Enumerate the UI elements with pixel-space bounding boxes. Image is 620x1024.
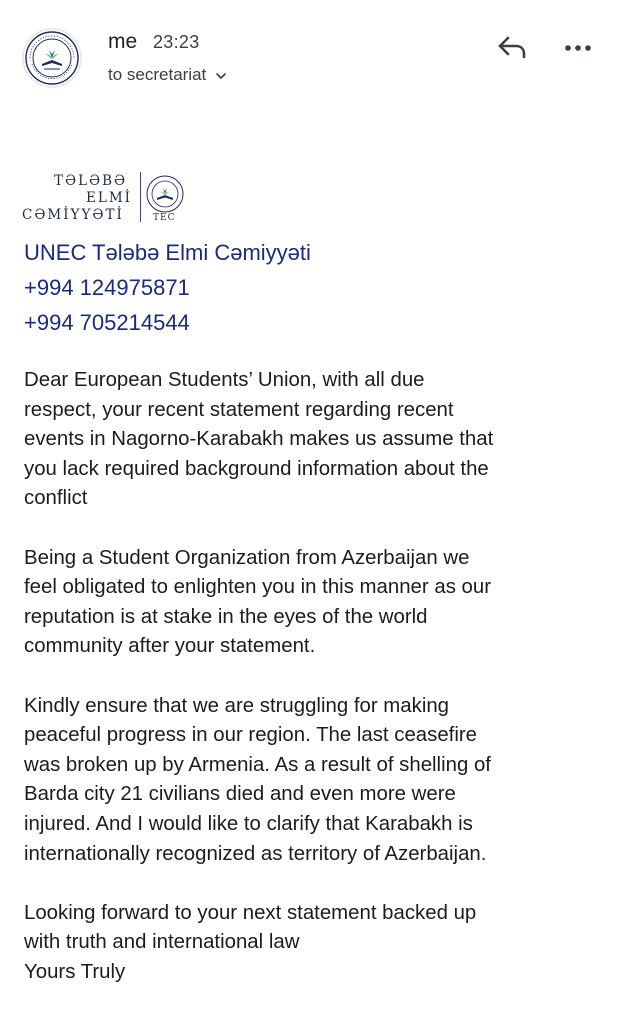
email-time: 23:23 [153,32,200,52]
signature-logo [22,170,176,228]
body-paragraph-4: Looking forward to your next statement backed up with truth and international law Yours Truly [24,901,477,983]
signature-org-name: UNEC Tələbə Elmi Cəmiyyəti [24,240,311,265]
logo-divider [140,172,141,222]
body-paragraph-1: Dear European Students’ Union, with all due respect, your recent statement regarding recent events in Nagorno-Karabakh makes us assume that you lack required background information about the conflict [24,369,494,510]
signature-phone-2[interactable]: +994 705214544 [24,310,190,335]
logo-tag: TEC [153,213,176,223]
more-options-button[interactable] [560,30,596,66]
reply-button[interactable] [494,30,530,66]
sender-name[interactable]: me [108,30,138,53]
body-paragraph-2: Being a Student Organization from Azerbaijan we feel obligated to enlighten you in this manner as our reputation is at stake in the eyes of the world community after your statement. [24,546,492,658]
reply-icon [494,30,530,66]
more-horizontal-icon [560,30,596,66]
logo-word-2: ELMİ [86,190,132,206]
sender-avatar[interactable] [22,28,82,88]
recipients-toggle[interactable] [108,65,227,85]
signature-phone-1[interactable]: +994 124975871 [24,275,190,300]
recipients-label: to secretariat [108,65,207,84]
email-header [0,0,620,110]
logo-word-1: TƏLƏBƏ [54,173,128,189]
unec-logo-icon [22,28,82,88]
signature-text [24,235,311,340]
chevron-down-icon [215,71,227,81]
body-paragraph-3: Kindly ensure that we are struggling for making peaceful progress in our region. The last ceasefire was broken up by Armenia. As a result of shelling of Barda city 21 civilians died and even more were injured. And I would like to clarify that Karabakh is internationally recognized as territory of Azerbaijan. [24,694,491,865]
email-body [24,366,604,987]
tec-emblem-icon [145,174,185,214]
logo-word-3: CƏMİYYƏTİ [22,207,124,223]
